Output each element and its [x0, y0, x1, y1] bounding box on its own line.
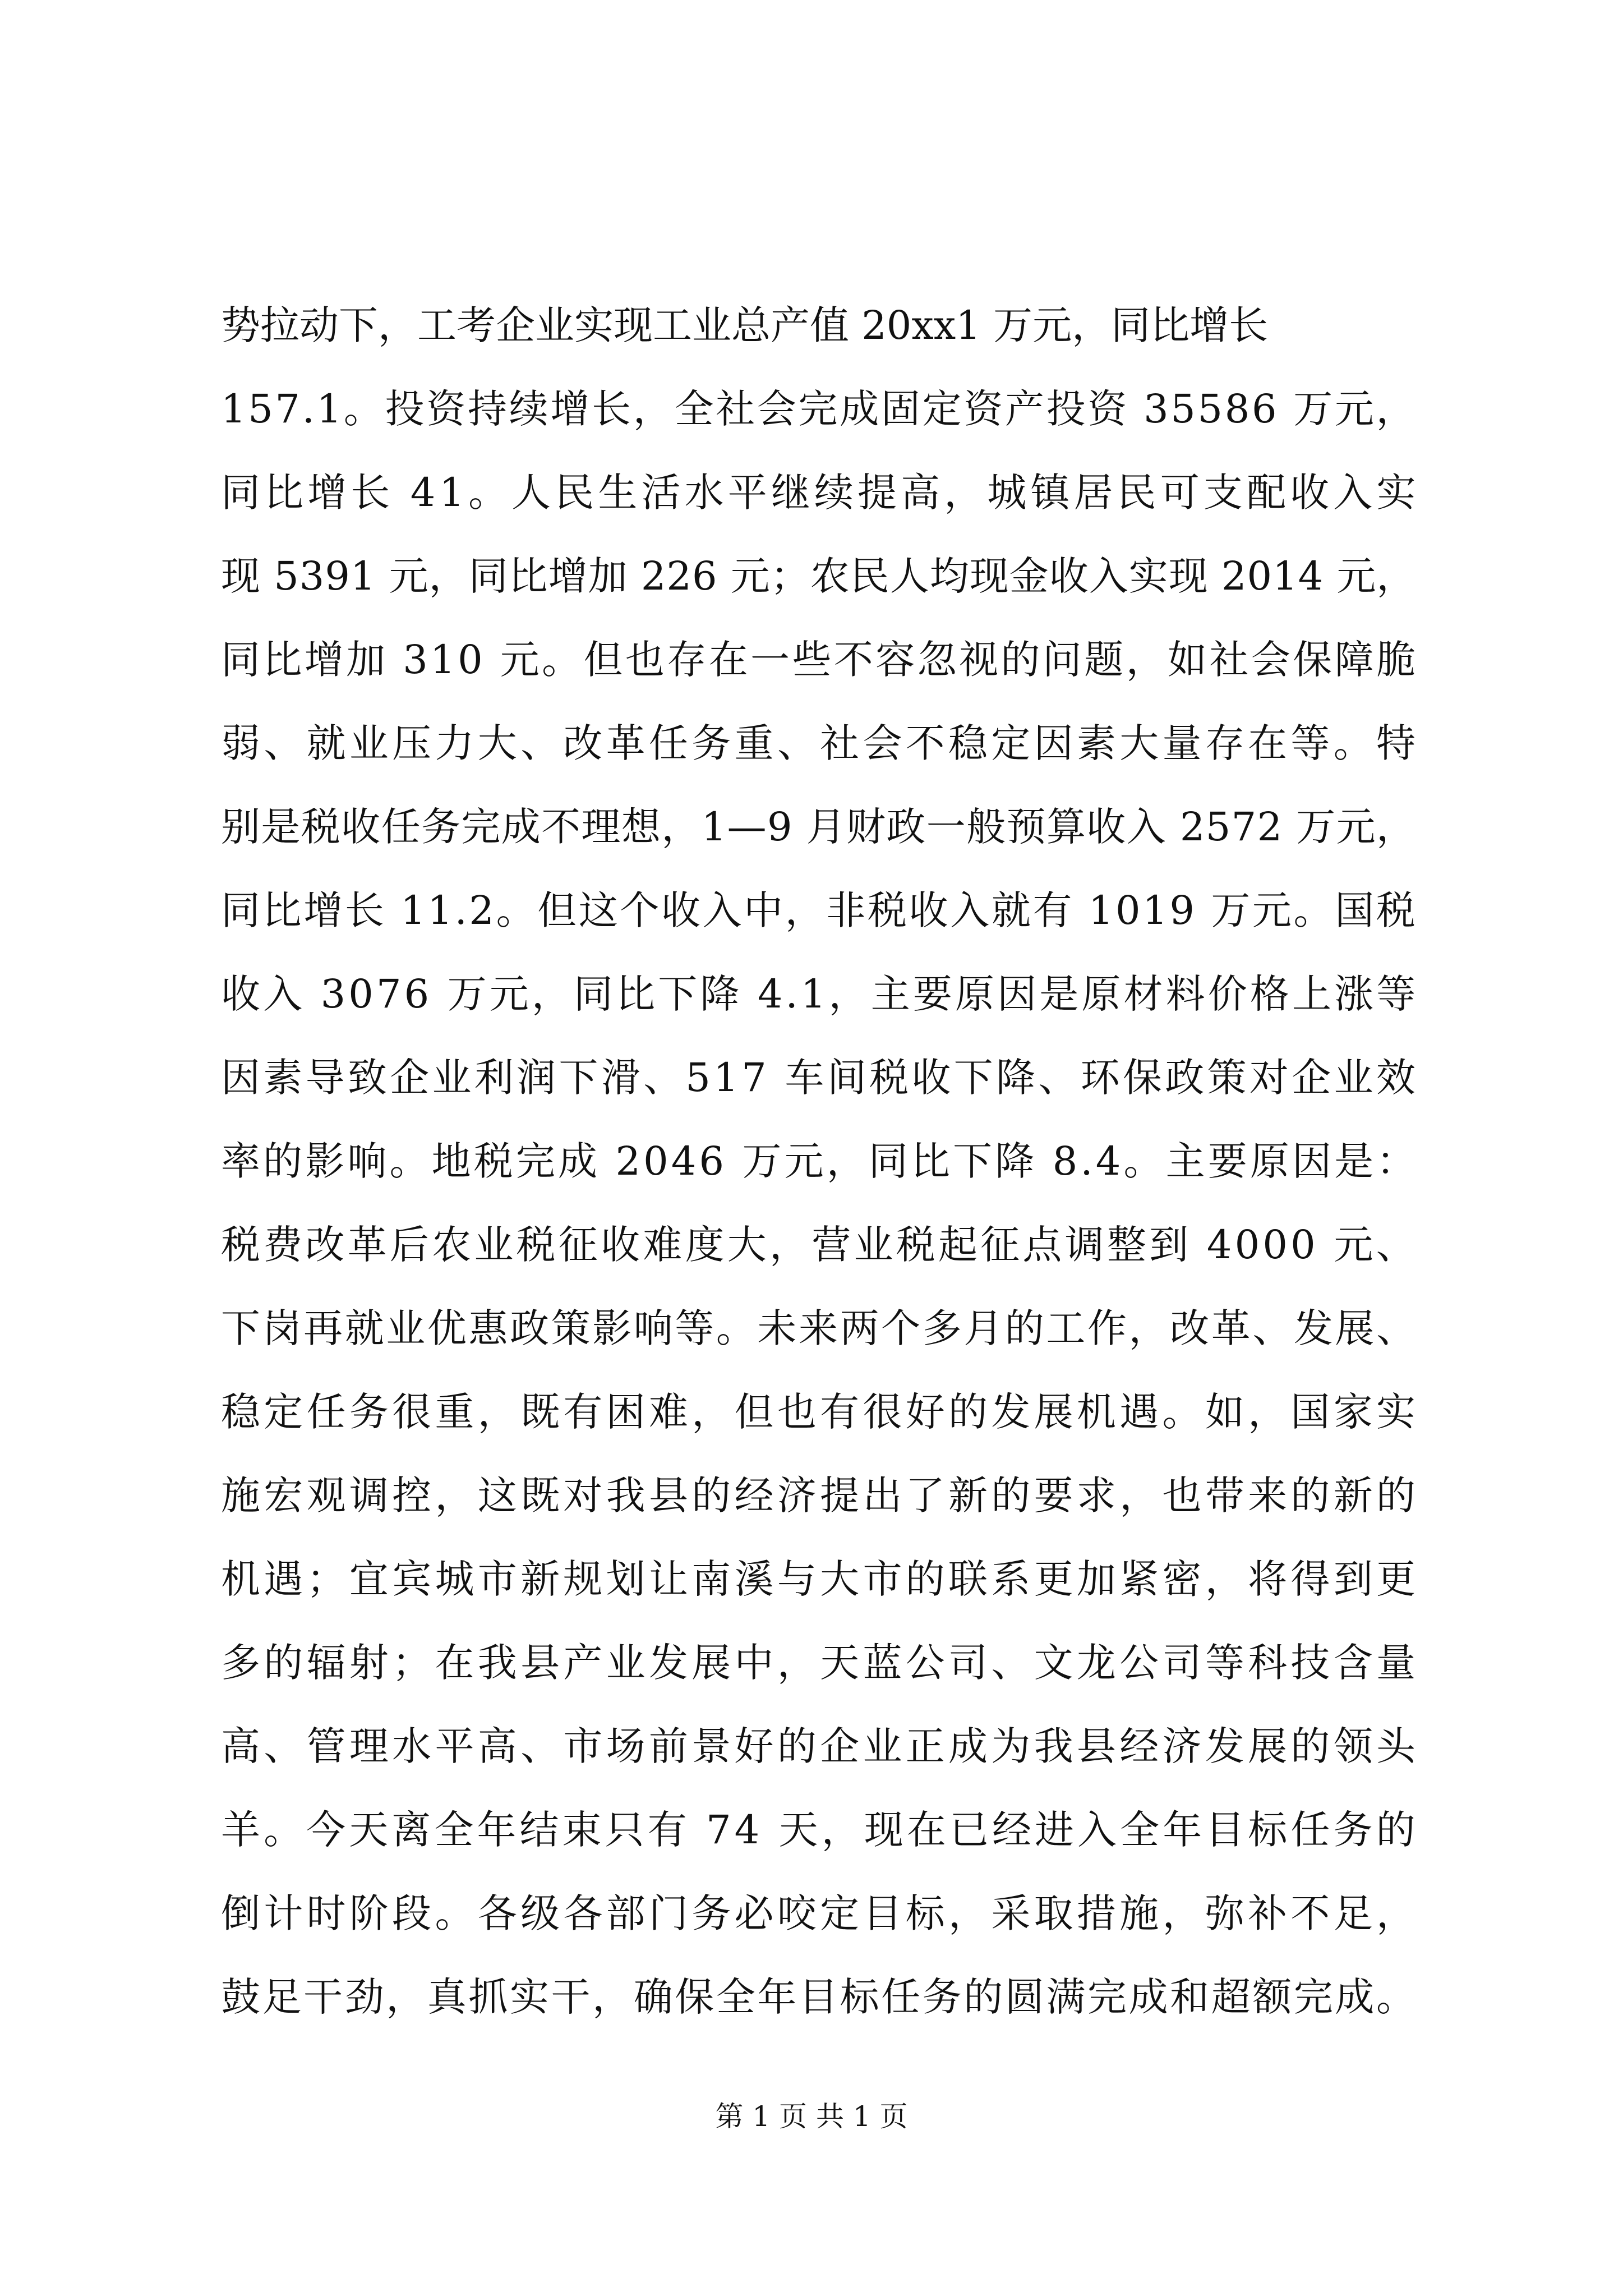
text-line: 施宏观调控，这既对我县的经济提出了新的要求，也带来的新的: [221, 1473, 1419, 1519]
text-line: 因素导致企业利润下滑、517 车间税收下降、环保政策对企业效: [221, 1055, 1419, 1101]
text-line: 率的影响。地税完成 2046 万元，同比下降 8.4。主要原因是：: [221, 1138, 1419, 1184]
text-line: 别是税收任务完成不理想，1—9 月财政一般预算收入 2572 万元，: [221, 804, 1417, 850]
text-line: 高、管理水平高、市场前景好的企业正成为我县经济发展的领头: [221, 1723, 1419, 1769]
text-line: 稳定任务很重，既有困难，但也有很好的发展机遇。如，国家实: [221, 1389, 1419, 1435]
text-line: 机遇；宜宾城市新规划让南溪与大市的联系更加紧密，将得到更: [221, 1556, 1419, 1602]
text-line: 鼓足干劲，真抓实干，确保全年目标任务的圆满完成和超额完成。: [221, 1974, 1418, 2020]
text-line: 同比增长 11.2。但这个收入中，非税收入就有 1019 万元。国税: [221, 887, 1418, 933]
text-line: 多的辐射；在我县产业发展中，天蓝公司、文龙公司等科技含量: [221, 1640, 1419, 1686]
text-line: 收入 3076 万元，同比下降 4.1，主要原因是原材料价格上涨等: [221, 971, 1419, 1017]
text-line: 157.1。投资持续增长，全社会完成固定资产投资 35586 万元，: [221, 386, 1418, 432]
text-line: 同比增加 310 元。但也存在一些不容忽视的问题，如社会保障脆: [221, 637, 1418, 683]
text-line: 倒计时阶段。各级各部门务必咬定目标，采取措施，弥补不足，: [221, 1890, 1419, 1936]
text-line: 弱、就业压力大、改革任务重、社会不稳定因素大量存在等。特: [221, 720, 1419, 766]
page-number-label: 第 1 页 共 1 页: [715, 2100, 908, 2133]
text-line: 势拉动下，工考企业实现工业总产值 20xx1 万元，同比增长: [221, 302, 1269, 348]
page-footer: [0, 2097, 1623, 2136]
text-line: 同比增长 41。人民生活水平继续提高，城镇居民可支配收入实: [221, 470, 1420, 516]
text-line: 现 5391 元，同比增加 226 元；农民人均现金收入实现 2014 元，: [221, 553, 1417, 599]
text-line: 下岗再就业优惠政策影响等。未来两个多月的工作，改革、发展、: [221, 1305, 1418, 1351]
text-line: 税费改革后农业税征收难度大，营业税起征点调整到 4000 元、: [221, 1222, 1418, 1268]
text-line: 羊。今天离全年结束只有 74 天，现在已经进入全年目标任务的: [221, 1807, 1419, 1853]
